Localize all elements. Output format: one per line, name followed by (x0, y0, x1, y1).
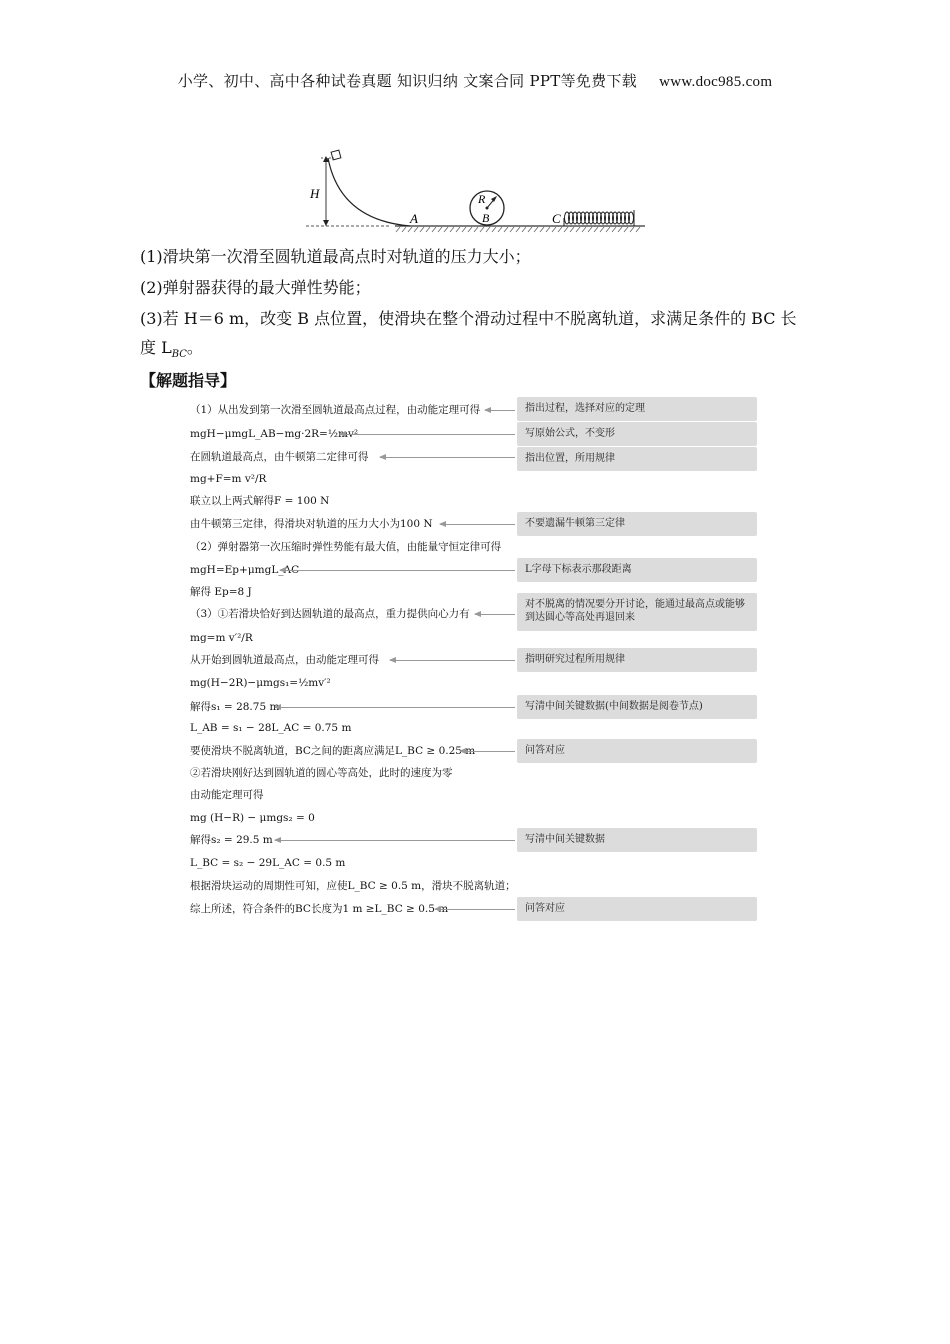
guide-line: L_AB = s₁ − 28L_AC = 0.75 m (190, 722, 352, 734)
guide-line: 由牛顿第三定律，得滑块对轨道的压力大小为100 N (190, 518, 433, 530)
solution-guide-panel (190, 395, 765, 925)
question-1: (1)滑块第一次滑至圆轨道最高点时对轨道的压力大小； (140, 247, 531, 266)
guide-arrow (460, 751, 515, 752)
guide-arrow (380, 457, 515, 458)
solution-guide-heading: 【解题指导】 (140, 371, 237, 390)
header-text: 小学、初中、高中各种试卷真题 知识归纳 文案合同 PPT等免费下载 (177, 72, 638, 90)
guide-line: （1）从出发到第一次滑至圆轨道最高点过程，由动能定理可得 (190, 404, 481, 416)
label-A: A (410, 211, 418, 226)
guide-line: mg (H−R) − μmgs₂ = 0 (190, 812, 315, 824)
guide-note: L字母下标表示那段距离 (517, 558, 757, 582)
guide-line: （3）①若滑块恰好到达圆轨道的最高点，重力提供向心力有 (190, 608, 470, 620)
guide-note: 写清中间关键数据(中间数据是阅卷节点) (517, 695, 757, 719)
guide-line: 综上所述，符合条件的BC长度为1 m ≥L_BC ≥ 0.5 m (190, 903, 449, 915)
guide-line: mg+F=m v²/R (190, 473, 267, 485)
guide-note: 指明研究过程所用规律 (517, 648, 757, 672)
guide-line: （2）弹射器第一次压缩时弹性势能有最大值，由能量守恒定律可得 (190, 541, 502, 553)
physics-diagram (300, 148, 650, 238)
guide-line: 要使滑块不脱离轨道，BC之间的距离应满足L_BC ≥ 0.25 m (190, 745, 476, 757)
curved-slope (328, 158, 410, 226)
guide-line: L_BC = s₂ − 29L_AC = 0.5 m (190, 857, 346, 869)
ground-hatching (396, 227, 640, 232)
guide-line: mgH−μmgL_AB−mg·2R=½mv² (190, 428, 359, 440)
guide-arrow (440, 524, 515, 525)
label-C: C (552, 211, 561, 226)
guide-line: 解得s₁ = 28.75 m (190, 701, 280, 713)
guide-note: 指出位置，所用规律 (517, 447, 757, 471)
guide-note: 对不脱离的情况要分开讨论，能通过最高点或能够到达圆心等高处再退回来 (517, 593, 757, 631)
guide-note: 不要遗漏牛顿第三定律 (517, 512, 757, 536)
guide-note: 写原始公式，不变形 (517, 422, 757, 446)
guide-line: 解得 Ep=8 J (190, 586, 252, 598)
question-3-text: 度 L (140, 338, 172, 357)
guide-line: 根据滑块运动的周期性可知，应使L_BC ≥ 0.5 m，滑块不脱离轨道； (190, 880, 516, 892)
guide-line: 解得s₂ = 29.5 m (190, 834, 273, 846)
guide-note: 问答对应 (517, 897, 757, 921)
guide-arrow (485, 410, 515, 411)
guide-arrow (275, 840, 515, 841)
question-2: (2)弹射器获得的最大弹性势能； (140, 278, 371, 297)
question-3-subscript: BC (171, 349, 187, 361)
spring-launcher (564, 210, 634, 226)
circle-center-dot (486, 207, 489, 210)
guide-line: 由动能定理可得 (190, 789, 264, 801)
guide-arrow (390, 660, 515, 661)
height-arrow-down (323, 220, 329, 226)
guide-line: ②若滑块刚好达到圆轨道的圆心等高处，此时的速度为零 (190, 767, 453, 779)
guide-arrow (280, 570, 515, 571)
label-B: B (482, 211, 490, 225)
question-3-line-2 (140, 337, 820, 366)
radius-arrow (491, 196, 497, 202)
guide-arrow (435, 909, 515, 910)
guide-note: 问答对应 (517, 739, 757, 763)
guide-line: mg=m v′²/R (190, 632, 253, 644)
guide-line: 从开始到圆轨道最高点，由动能定理可得 (190, 654, 379, 666)
guide-note: 写清中间关键数据 (517, 828, 757, 852)
guide-line: 联立以上两式解得F = 100 N (190, 495, 330, 507)
guide-arrow (340, 434, 515, 435)
guide-arrow (275, 707, 515, 708)
label-H: H (310, 186, 320, 201)
question-3-line-1: (3)若 H＝6 m，改变 B 点位置，使滑块在整个滑动过程中不脱离轨道，求满足条件的 BC 长 (140, 309, 797, 328)
guide-line: mg(H−2R)−μmgs₁=½mv′² (190, 677, 331, 689)
label-R: R (478, 192, 486, 206)
guide-line: 在圆轨道最高点，由牛顿第二定律可得 (190, 451, 369, 463)
slider-block (331, 150, 341, 160)
guide-line: mgH=Ep+μmgL_AC (190, 564, 300, 576)
page-header (0, 70, 950, 91)
guide-note: 指出过程，选择对应的定理 (517, 397, 757, 421)
question-3-end: 。 (186, 338, 203, 357)
header-site-link[interactable]: www.doc985.com (659, 74, 773, 90)
guide-arrow (475, 614, 515, 615)
